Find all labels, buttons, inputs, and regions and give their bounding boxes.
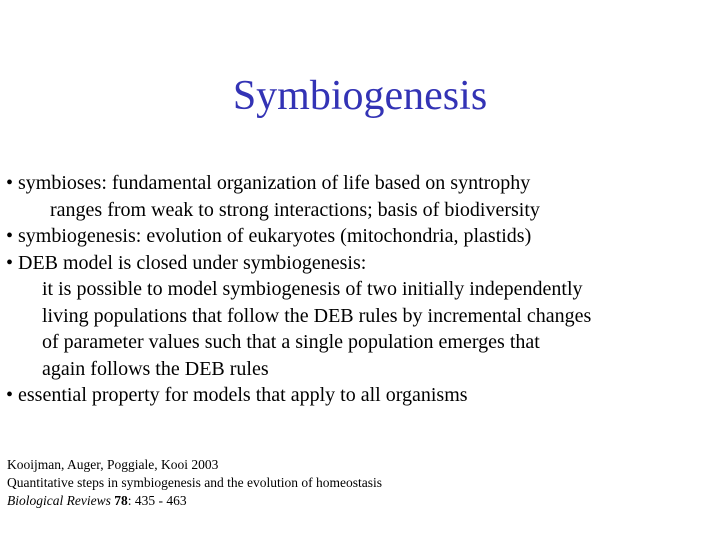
bullet-list xyxy=(6,170,716,409)
reference-pages: 435 - 463 xyxy=(134,493,187,508)
reference xyxy=(7,456,707,510)
bullet-deb-model-line-3: of parameter values such that a single population emerges that xyxy=(42,331,540,353)
reference-title: Quantitative steps in symbiogenesis and the evolution of homeostasis xyxy=(7,475,382,490)
reference-volume: 78 xyxy=(114,493,128,508)
bullet-essential-property: • essential property for models that apply to all organisms xyxy=(6,384,468,406)
reference-volume-separator: : xyxy=(127,493,132,508)
reference-journal: Biological Reviews xyxy=(7,493,111,508)
bullet-deb-model-line-4: again follows the DEB rules xyxy=(42,357,269,380)
bullet-deb-model-line-1: it is possible to model symbiogenesis of two initially independently xyxy=(42,278,583,300)
bullet-deb-model-line-2: living populations that follow the DEB rules by incremental changes xyxy=(42,304,592,327)
bullet-symbioses-continued: ranges from weak to strong interactions; basis of biodiversity xyxy=(50,198,540,221)
bullet-symbiogenesis: • symbiogenesis: evolution of eukaryotes (mitochondria, plastids) xyxy=(6,225,532,247)
slide-title: Symbiogenesis xyxy=(232,73,488,119)
reference-citation xyxy=(7,492,707,510)
bullet-deb-model: • DEB model is closed under symbiogenesis: xyxy=(6,251,367,274)
reference-authors: Kooijman, Auger, Poggiale, Kooi 2003 xyxy=(7,457,219,472)
bullet-symbioses: • symbioses: fundamental organization of life based on syntrophy xyxy=(6,172,531,194)
